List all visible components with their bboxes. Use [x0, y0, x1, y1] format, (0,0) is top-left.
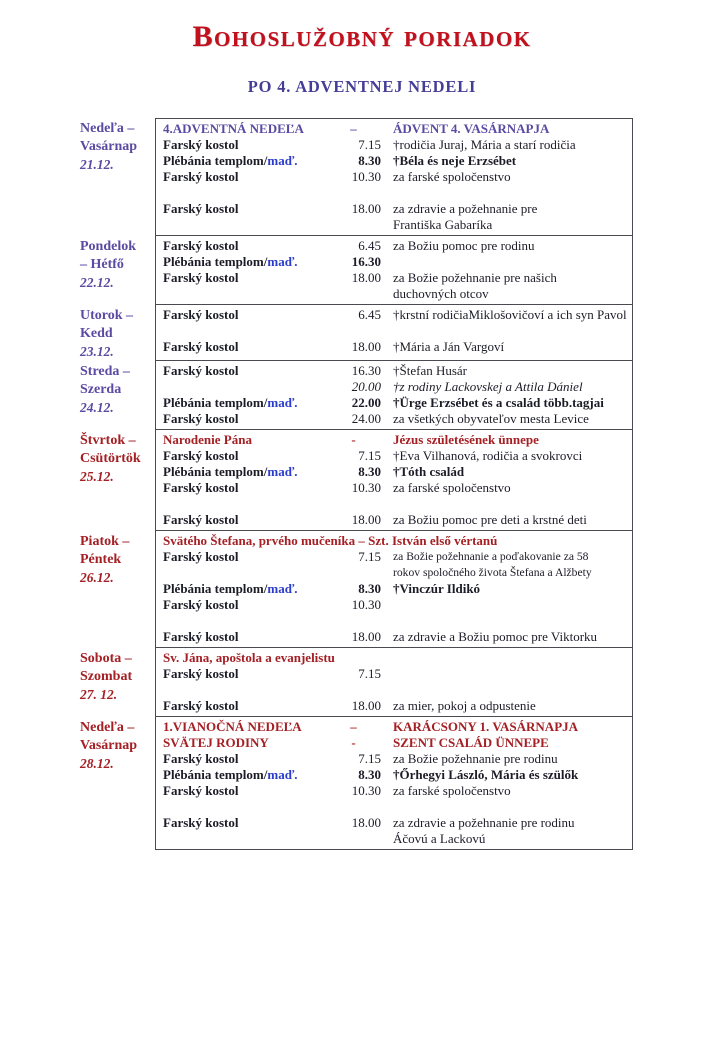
time-cell: - [351, 432, 356, 447]
place-cell: Plébánia templom/maď. [163, 254, 298, 269]
intention-cell [389, 480, 627, 496]
time-cell: 8.30 [358, 153, 381, 168]
mass-row [156, 448, 632, 464]
time-cell: 18.00 [351, 629, 381, 644]
day-group [78, 531, 724, 648]
mass-row [156, 270, 632, 302]
intention-line: za mier, pokoj a odpustenie [393, 698, 536, 713]
day-group [78, 430, 724, 531]
place-cell: Plébánia templom/maď. [163, 395, 298, 410]
day-section [155, 361, 633, 430]
day-name-line: Csütörtök [80, 451, 141, 466]
intention-line: za Božiu pomoc pre rodinu [393, 238, 535, 253]
mass-row [156, 307, 632, 323]
intention-cell [389, 735, 627, 751]
intention-cell [389, 549, 627, 581]
mass-row [156, 169, 632, 185]
day-name-line: Szombat [80, 669, 133, 684]
intention-cell [389, 238, 627, 254]
day-group [78, 648, 724, 717]
time-cell: 8.30 [358, 464, 381, 479]
intention-line: KARÁCSONY 1. VASÁRNAPJA [393, 719, 579, 734]
intention-line: za zdravie a Božiu pomoc pre Viktorku [393, 629, 598, 644]
day-label [78, 361, 155, 430]
feast-name: Narodenie Pána [163, 432, 252, 447]
place-cell: Farský kostol [163, 698, 239, 713]
intention-cell [389, 270, 627, 302]
mass-row [156, 395, 632, 411]
intention-cell [389, 581, 627, 597]
time-cell: 18.00 [351, 512, 381, 527]
blank-row [156, 682, 632, 698]
intention-line: za Božie požehnanie a poďakovanie za 58 [393, 550, 589, 563]
time-cell: 18.00 [351, 201, 381, 216]
time-cell: 18.00 [351, 698, 381, 713]
blank-row [156, 185, 632, 201]
intention-line: †Béla és neje Erzsébet [393, 153, 517, 168]
time-cell: 7.15 [358, 549, 381, 564]
day-group [78, 236, 724, 305]
time-cell: 7.15 [358, 448, 381, 463]
intention-cell [389, 698, 627, 714]
place-cell: Farský kostol [163, 597, 239, 612]
day-section [155, 531, 633, 648]
feast-title-row: Svätého Štefana, prvého mučeníka – Szt. István első vértanú [163, 533, 498, 548]
mass-row [156, 629, 632, 645]
time-cell: 18.00 [351, 815, 381, 830]
mass-row [156, 339, 632, 355]
intention-line: Jézus születésének ünnepe [393, 432, 539, 447]
intention-cell [389, 783, 627, 799]
place-cell: Farský kostol [163, 169, 239, 184]
place-language-label: maď. [267, 464, 298, 479]
place-cell: Plébánia templom/maď. [163, 153, 298, 168]
feast-header-row [156, 121, 632, 137]
place-cell: Farský kostol [163, 629, 239, 644]
intention-cell [389, 629, 627, 645]
intention-cell [389, 137, 627, 153]
place-cell: Farský kostol [163, 783, 239, 798]
time-cell: 10.30 [351, 169, 381, 184]
intention-cell [389, 448, 627, 464]
intention-cell [389, 363, 627, 379]
intention-line: SZENT CSALÁD ÜNNEPE [393, 735, 549, 750]
intention-cell [389, 597, 627, 613]
feast-header-row [156, 719, 632, 735]
day-date: 23.12. [80, 344, 114, 359]
day-name-line: Vasárnap [80, 738, 138, 753]
intention-cell [389, 153, 627, 169]
day-label [78, 236, 155, 305]
intention-cell [389, 395, 627, 411]
time-cell: 18.00 [351, 270, 381, 285]
time-cell: 22.00 [351, 395, 381, 410]
day-group [78, 305, 724, 361]
intention-line: Áčovú a Lackovú [393, 831, 486, 846]
day-date: 21.12. [80, 157, 114, 172]
mass-row [156, 201, 632, 233]
place-cell: Farský kostol [163, 666, 239, 681]
mass-row [156, 512, 632, 528]
intention-line: †Ürge Erzsébet és a család több.tagjai [393, 395, 604, 410]
place-cell: Farský kostol [163, 307, 239, 322]
day-name-line: Péntek [80, 552, 122, 567]
intention-cell [389, 719, 627, 735]
intention-line: †rodičia Juraj, Mária a starí rodičia [393, 137, 576, 152]
time-cell: 10.30 [351, 480, 381, 495]
time-cell: 8.30 [358, 581, 381, 596]
day-section [155, 305, 633, 361]
place-cell: Farský kostol [163, 270, 239, 285]
day-date: 26.12. [80, 570, 114, 585]
day-section [155, 648, 633, 717]
intention-line: †Tóth család [393, 464, 465, 479]
page-title: Bohoslužobný poriadok [192, 20, 532, 53]
place-cell: Farský kostol [163, 549, 239, 564]
day-date: 28.12. [80, 756, 114, 771]
intention-line: †Őrhegyi László, Mária és szülők [393, 767, 579, 782]
mass-row [156, 581, 632, 597]
place-cell: Farský kostol [163, 137, 239, 152]
mass-row [156, 783, 632, 799]
mass-row [156, 254, 632, 270]
place-cell: Plébánia templom/maď. [163, 581, 298, 596]
place-cell: Farský kostol [163, 751, 239, 766]
feast-name: 4.ADVENTNÁ NEDEĽA [163, 121, 304, 136]
day-name-line: Piatok – [80, 534, 130, 549]
mass-row [156, 379, 632, 395]
day-name-line: Streda – [80, 364, 130, 379]
place-language-label: maď. [267, 767, 298, 782]
day-section [155, 717, 633, 850]
intention-line: za farské spoločenstvo [393, 480, 511, 495]
mass-row [156, 549, 632, 581]
day-name-line: Utorok – [80, 308, 134, 323]
mass-row [156, 815, 632, 847]
time-cell: 7.15 [358, 137, 381, 152]
time-cell: 10.30 [351, 783, 381, 798]
intention-line: †Vinczúr Ildikó [393, 581, 481, 596]
mass-row [156, 464, 632, 480]
day-name-line: Sobota – [80, 651, 132, 666]
mass-row [156, 363, 632, 379]
day-name-line: Štvrtok – [80, 433, 136, 448]
intention-cell [389, 751, 627, 767]
place-language-label: maď. [267, 254, 298, 269]
day-label [78, 118, 155, 236]
place-cell: Farský kostol [163, 339, 239, 354]
time-cell: 8.30 [358, 767, 381, 782]
day-name-line: Pondelok [80, 239, 137, 254]
place-language-label: maď. [267, 153, 298, 168]
intention-line: †Mária a Ján Vargoví [393, 339, 505, 354]
intention-line: duchovných otcov [393, 286, 489, 301]
page-subtitle: PO 4. ADVENTNEJ NEDELI [247, 77, 477, 96]
mass-row [156, 767, 632, 783]
place-cell: Farský kostol [163, 480, 239, 495]
schedule-table [78, 118, 724, 850]
place-language-label: maď. [267, 581, 298, 596]
intention-line: †Eva Vilhanová, rodičia a svokrovci [393, 448, 583, 463]
blank-row [156, 323, 632, 339]
feast-title-row: Sv. Jána, apoštola a evanjelistu [163, 650, 335, 665]
intention-cell [389, 411, 627, 427]
time-cell: 24.00 [351, 411, 381, 426]
mass-row [156, 597, 632, 613]
day-name-line: Szerda [80, 382, 122, 397]
intention-cell [389, 121, 627, 137]
mass-row [156, 238, 632, 254]
intention-cell [389, 307, 627, 323]
blank-row [156, 496, 632, 512]
day-label [78, 648, 155, 717]
place-cell: Plébánia templom/maď. [163, 767, 298, 782]
day-section [155, 430, 633, 531]
day-group [78, 361, 724, 430]
place-cell: Plébánia templom/maď. [163, 464, 298, 479]
intention-cell [389, 201, 627, 233]
intention-line: za farské spoločenstvo [393, 169, 511, 184]
place-cell: Farský kostol [163, 411, 239, 426]
time-cell: 16.30 [351, 254, 381, 269]
time-cell: 6.45 [358, 307, 381, 322]
place-cell: Farský kostol [163, 448, 239, 463]
day-group [78, 717, 724, 850]
day-label [78, 531, 155, 648]
intention-line: rokov spoločného života Štefana a Alžbety [393, 566, 592, 579]
blank-row [156, 799, 632, 815]
intention-line: za Božie požehnanie pre rodinu [393, 751, 558, 766]
time-cell: 6.45 [358, 238, 381, 253]
day-date: 25.12. [80, 469, 114, 484]
feast-header-row [156, 735, 632, 751]
mass-row [156, 666, 632, 682]
intention-line: za všetkých obyvateľov mesta Levice [393, 411, 589, 426]
time-cell: 10.30 [351, 597, 381, 612]
place-language-label: maď. [267, 395, 298, 410]
intention-line: †Štefan Husár [393, 363, 468, 378]
intention-cell [389, 254, 627, 270]
day-name-line: Nedeľa – [80, 121, 135, 136]
day-group [78, 118, 724, 236]
intention-line: †z rodiny Lackovskej a Attila Dániel [393, 379, 583, 394]
intention-cell [389, 666, 627, 682]
day-label [78, 305, 155, 361]
day-name-line: Nedeľa – [80, 720, 135, 735]
place-cell: Farský kostol [163, 815, 239, 830]
day-date: 27. 12. [80, 687, 118, 702]
mass-row [156, 480, 632, 496]
feast-header-row [156, 432, 632, 448]
time-cell: 7.15 [358, 666, 381, 681]
intention-line: Františka Gabaríka [393, 217, 493, 232]
intention-cell [389, 339, 627, 355]
time-cell: 16.30 [351, 363, 381, 378]
day-section [155, 118, 633, 236]
time-cell: 18.00 [351, 339, 381, 354]
intention-cell [389, 169, 627, 185]
intention-cell [389, 464, 627, 480]
place-cell: Farský kostol [163, 238, 239, 253]
day-label [78, 717, 155, 850]
mass-row [156, 411, 632, 427]
feast-name: SVÄTEJ RODINY [163, 735, 269, 750]
time-cell: 20.00 [351, 379, 381, 394]
intention-cell [389, 767, 627, 783]
place-cell [163, 379, 318, 395]
day-section [155, 236, 633, 305]
day-name-line: Vasárnap [80, 139, 138, 154]
intention-line: †krstní rodičiaMiklošovičoví a ich syn Pavol [393, 307, 627, 322]
place-cell: Farský kostol [163, 201, 239, 216]
intention-line: za zdravie a požehnanie pre [393, 201, 538, 216]
day-name-line: – Hétfő [80, 257, 124, 272]
intention-cell [389, 379, 627, 395]
intention-line: za farské spoločenstvo [393, 783, 511, 798]
place-cell: Farský kostol [163, 512, 239, 527]
intention-line: za Božie požehnanie pre našich [393, 270, 557, 285]
intention-cell [389, 815, 627, 847]
time-cell: – [350, 121, 357, 136]
day-name-line: Kedd [80, 326, 113, 341]
mass-row [156, 137, 632, 153]
mass-row [156, 751, 632, 767]
place-cell: Farský kostol [163, 363, 239, 378]
blank-row [156, 613, 632, 629]
mass-row [156, 698, 632, 714]
feast-name: 1.VIANOČNÁ NEDEĽA [163, 719, 302, 734]
intention-cell [389, 512, 627, 528]
time-cell: – [350, 719, 357, 734]
day-date: 22.12. [80, 275, 114, 290]
day-label [78, 430, 155, 531]
intention-line: za Božiu pomoc pre deti a krstné deti [393, 512, 587, 527]
intention-cell [389, 432, 627, 448]
time-cell: - [351, 735, 356, 750]
time-cell: 7.15 [358, 751, 381, 766]
mass-row [156, 153, 632, 169]
intention-line: ÁDVENT 4. VASÁRNAPJA [393, 121, 550, 136]
intention-line: za zdravie a požehnanie pre rodinu [393, 815, 575, 830]
day-date: 24.12. [80, 400, 114, 415]
